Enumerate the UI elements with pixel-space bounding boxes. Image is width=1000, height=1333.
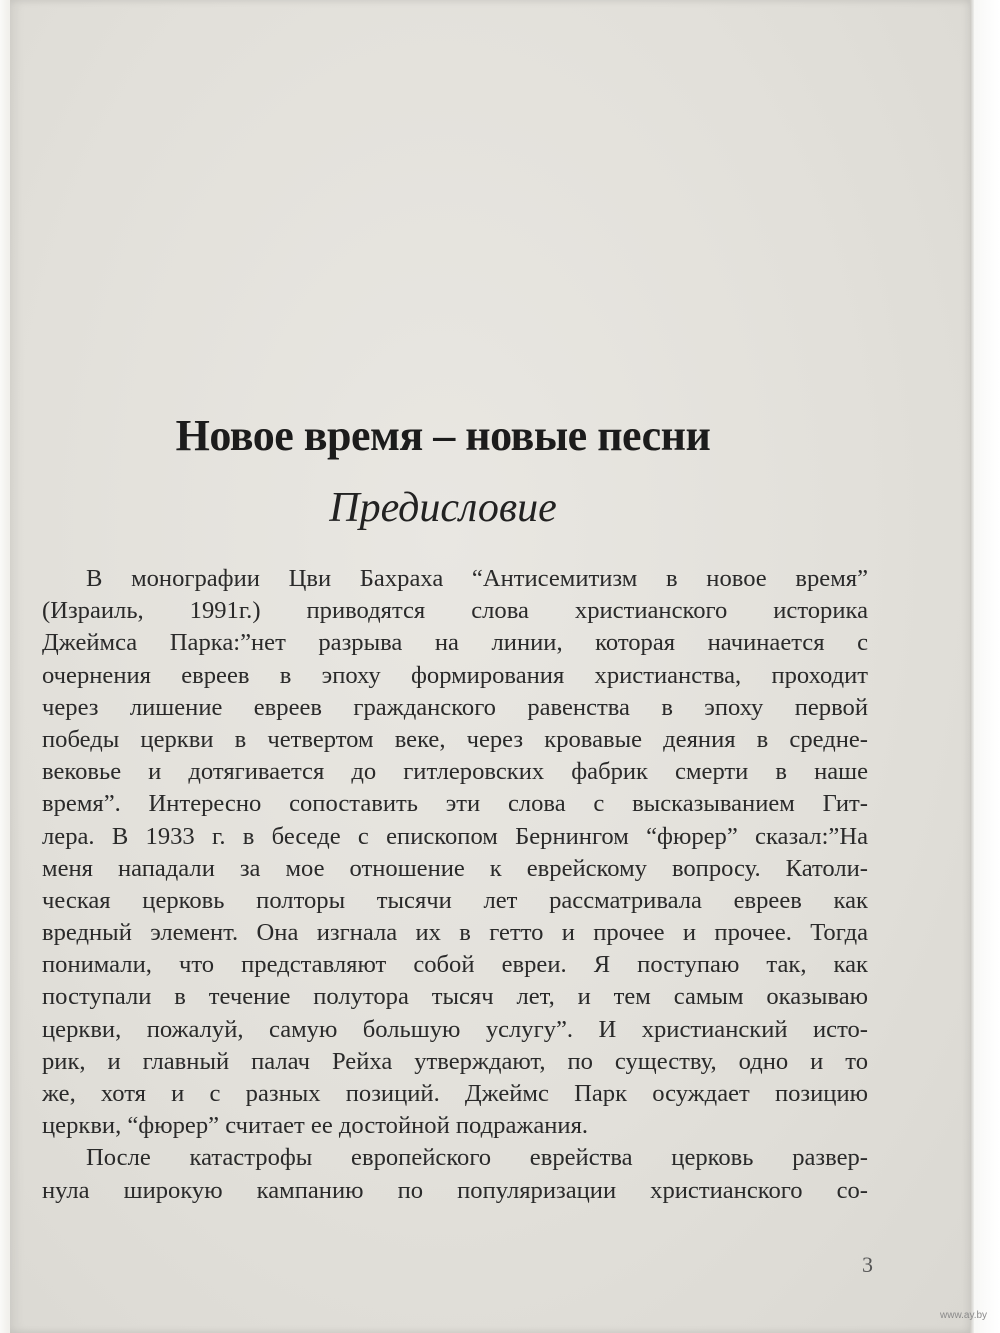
- text-line: церкви, “фюрер” считает ее достойной подражания.: [42, 1112, 589, 1140]
- text-line: очернения евреев в эпоху формирования христианства, проходит: [42, 661, 868, 689]
- page-edge: [970, 0, 974, 1333]
- text-line: победы церкви в четвертом веке, через кровавые деяния в средне-: [42, 725, 868, 753]
- text-line: В монографии Цви Бахраха “Антисемитизм в новое время”: [86, 565, 868, 592]
- text-line: вековье и дотягивается до гитлеровских фабрик смерти в наше: [42, 758, 868, 786]
- text-line: (Израиль, 1991г.) приводятся слова христианского историка: [42, 597, 868, 625]
- chapter-title: Новое время – новые песни: [175, 411, 711, 460]
- text-line: поступали в течение полутора тысяч лет, и тем самым оказываю: [42, 983, 868, 1011]
- text-line: лера. В 1933 г. в беседе с епископом Бернингом “фюрер” сказал:”На: [42, 822, 868, 850]
- watermark: www.ay.by: [940, 1310, 988, 1321]
- text-line: После катастрофы европейского еврейства церковь развер-: [86, 1144, 868, 1172]
- body-text: [42, 563, 868, 1207]
- text-line: церкви, пожалуй, самую большую услугу”. И христианский исто-: [42, 1015, 868, 1043]
- text-line: меня нападали за мое отношение к еврейскому вопросу. Католи-: [42, 854, 868, 882]
- text-line: понимали, что представляют собой евреи. Я поступаю так, как: [42, 951, 868, 979]
- chapter-subtitle: Предисловие: [329, 485, 557, 531]
- text-line: нула широкую кампанию по популяризации христианского со-: [42, 1176, 868, 1204]
- text-line: ческая церковь полторы тысячи лет рассматривала евреев как: [42, 886, 868, 914]
- text-line: же, хотя и с разных позиций. Джеймс Парк осуждает позицию: [42, 1080, 868, 1107]
- page-number: 3: [862, 1252, 873, 1277]
- text-line: вредный элемент. Она изгнала их в гетто и прочее и прочее. Тогда: [42, 919, 868, 947]
- text-line: Джеймса Парка:”нет разрыва на линии, которая начинается с: [42, 629, 868, 657]
- text-line: через лишение евреев гражданского равенства в эпоху первой: [42, 693, 868, 721]
- text-line: время”. Интересно сопоставить эти слова с высказыванием Гит-: [42, 790, 868, 818]
- text-line: рик, и главный палач Рейха утверждают, по существу, одно и то: [42, 1047, 868, 1075]
